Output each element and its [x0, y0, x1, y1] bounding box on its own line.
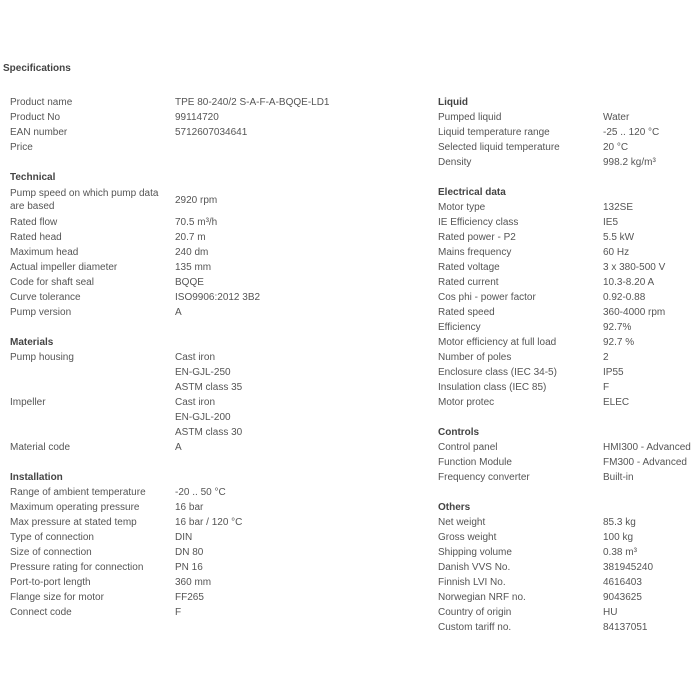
spec-row-selected-liquid-temperature: [438, 140, 700, 155]
section-others: [438, 500, 700, 635]
spec-row-country-of-origin: [438, 605, 700, 620]
spec-value: 5712607034641: [175, 127, 248, 138]
spec-value: 0.38 m³: [603, 547, 637, 558]
spec-values: [603, 470, 634, 485]
section-spacer: [438, 485, 700, 500]
section-heading: Others: [438, 502, 471, 513]
spec-row-impeller: [10, 395, 420, 440]
spec-row-curve-tolerance: [10, 290, 420, 305]
spec-value: A: [175, 442, 182, 453]
spec-values: [175, 275, 204, 290]
spec-label: Product name: [10, 97, 73, 108]
section-spacer: [10, 455, 420, 470]
spec-values: [175, 350, 242, 395]
spec-row-actual-impeller-diameter: [10, 260, 420, 275]
spec-label: Price: [10, 142, 33, 153]
spec-row-insulation-class-iec-85: [438, 380, 700, 395]
spec-value: PN 16: [175, 562, 203, 573]
spec-label: Custom tariff no.: [438, 622, 512, 633]
spec-label: Connect code: [10, 607, 72, 618]
spec-label: Flange size for motor: [10, 592, 104, 603]
spec-value: Cast iron: [175, 397, 216, 408]
spec-label: Shipping volume: [438, 547, 512, 558]
spec-row-rated-voltage: [438, 260, 700, 275]
spec-row-rated-head: [10, 230, 420, 245]
spec-label: Pump version: [10, 307, 72, 318]
spec-values: [603, 515, 636, 530]
spec-value: Cast iron: [175, 352, 216, 363]
spec-values: [603, 125, 659, 140]
spec-values: [175, 590, 204, 605]
spec-row-control-panel: [438, 440, 700, 455]
section-controls: [438, 425, 700, 485]
spec-row-rated-flow: [10, 215, 420, 230]
page-title: Specifications: [3, 63, 71, 74]
spec-values: [603, 275, 654, 290]
spec-value: 132SE: [603, 202, 634, 213]
spec-label: Pressure rating for connection: [10, 562, 144, 573]
spec-value: FF265: [175, 592, 204, 603]
spec-row-norwegian-nrf-no: [438, 590, 700, 605]
spec-values: [603, 320, 631, 335]
section-spacer: [438, 170, 700, 185]
section-spacer: [10, 155, 420, 170]
spec-label: Actual impeller diameter: [10, 262, 118, 273]
spec-row-pump-speed-on-which-pump-data-are-based: [10, 185, 420, 215]
spec-values: [175, 260, 211, 275]
spec-value: EN-GJL-250: [175, 367, 231, 378]
spec-values: [603, 605, 617, 620]
spec-values: [603, 380, 609, 395]
spec-value: Water: [603, 112, 630, 123]
spec-value: 5.5 kW: [603, 232, 635, 243]
spec-values: [175, 95, 330, 110]
spec-values: [603, 395, 629, 410]
spec-label: Function Module: [438, 457, 512, 468]
spec-row-maximum-head: [10, 245, 420, 260]
spec-row-ean-number: [10, 125, 420, 140]
spec-row-density: [438, 155, 700, 170]
spec-value: 60 Hz: [603, 247, 630, 258]
spec-row-ie-efficiency-class: [438, 215, 700, 230]
spec-label: Selected liquid temperature: [438, 142, 560, 153]
spec-label: Size of connection: [10, 547, 92, 558]
spec-value: 99114720: [175, 112, 219, 123]
spec-value: 3 x 380-500 V: [603, 262, 666, 273]
spec-label: Country of origin: [438, 607, 512, 618]
spec-row-motor-protec: [438, 395, 700, 410]
spec-label: Cos phi - power factor: [438, 292, 536, 303]
spec-values: [175, 560, 203, 575]
spec-value: 85.3 kg: [603, 517, 636, 528]
spec-row-price: [10, 140, 420, 155]
spec-label: Material code: [10, 442, 71, 453]
spec-row-danish-vvs-no: [438, 560, 700, 575]
spec-label: Number of poles: [438, 352, 512, 363]
section-technical: [10, 170, 420, 320]
spec-values: [603, 575, 642, 590]
spec-row-motor-type: [438, 200, 700, 215]
spec-value: HU: [603, 607, 618, 618]
spec-values: [175, 245, 208, 260]
spec-value: 0.92-0.88: [603, 292, 646, 303]
spec-row-custom-tariff-no: [438, 620, 700, 635]
spec-values: [175, 215, 217, 230]
spec-row-maximum-operating-pressure: [10, 500, 420, 515]
spec-values: [603, 530, 633, 545]
section-heading: Controls: [438, 427, 480, 438]
spec-row-material-code: [10, 440, 420, 455]
spec-value: -20 .. 50 °C: [175, 487, 226, 498]
spec-value: 16 bar / 120 °C: [175, 517, 243, 528]
spec-value: 92.7%: [603, 322, 632, 333]
spec-values: [175, 515, 242, 530]
spec-values: [603, 260, 665, 275]
spec-values: [175, 395, 242, 440]
spec-values: [603, 590, 642, 605]
spec-label: Rated head: [10, 232, 62, 243]
spec-values: [175, 125, 247, 140]
spec-label: Rated voltage: [438, 262, 500, 273]
spec-label: Gross weight: [438, 532, 497, 543]
spec-value: FM300 - Advanced: [603, 457, 687, 468]
spec-values: [603, 305, 665, 320]
spec-label: Maximum head: [10, 247, 79, 258]
spec-values: [175, 185, 217, 208]
spec-label: Density: [438, 157, 472, 168]
spec-row-product-no: [10, 110, 420, 125]
spec-row-type-of-connection: [10, 530, 420, 545]
spec-values: [175, 230, 206, 245]
spec-values: [175, 290, 260, 305]
section-heading: Materials: [10, 337, 54, 348]
spec-row-product-name: [10, 95, 420, 110]
spec-values: [175, 485, 226, 500]
spec-value: 381945240: [603, 562, 654, 573]
spec-value: ISO9906:2012 3B2: [175, 292, 261, 303]
spec-row-net-weight: [438, 515, 700, 530]
spec-value: HMI300 - Advanced: [603, 442, 691, 453]
spec-label: Code for shaft seal: [10, 277, 94, 288]
spec-label: Norwegian NRF no.: [438, 592, 526, 603]
spec-value: EN-GJL-200: [175, 412, 231, 423]
spec-label: Enclosure class (IEC 34-5): [438, 367, 557, 378]
spec-label: Frequency converter: [438, 472, 530, 483]
spec-label: Mains frequency: [438, 247, 512, 258]
spec-row-function-module: [438, 455, 700, 470]
left-spec-column: [10, 95, 420, 620]
spec-label: Pumped liquid: [438, 112, 502, 123]
section-installation: [10, 470, 420, 620]
spec-row-motor-efficiency-at-full-load: [438, 335, 700, 350]
spec-value: A: [175, 307, 182, 318]
spec-value: 2920 rpm: [175, 195, 218, 206]
spec-values: [175, 605, 181, 620]
section-heading: Electrical data: [438, 187, 506, 198]
spec-values: [603, 200, 633, 215]
spec-values: [603, 110, 629, 125]
spec-values: [603, 620, 648, 635]
spec-values: [603, 350, 609, 365]
spec-value: ELEC: [603, 397, 630, 408]
spec-row-code-for-shaft-seal: [10, 275, 420, 290]
spec-row-rated-current: [438, 275, 700, 290]
spec-value: F: [603, 382, 610, 393]
spec-values: [603, 545, 637, 560]
spec-label: IE Efficiency class: [438, 217, 519, 228]
spec-value: 84137051: [603, 622, 648, 633]
spec-value: 2: [603, 352, 609, 363]
spec-label: Rated flow: [10, 217, 58, 228]
spec-value: DN 80: [175, 547, 204, 558]
spec-value: -25 .. 120 °C: [603, 127, 660, 138]
spec-values: [603, 560, 653, 575]
spec-row-flange-size-for-motor: [10, 590, 420, 605]
spec-label: Port-to-port length: [10, 577, 91, 588]
spec-value: 360 mm: [175, 577, 212, 588]
spec-value: 70.5 m³/h: [175, 217, 218, 228]
spec-label: Net weight: [438, 517, 486, 528]
spec-values: [175, 110, 219, 125]
spec-value: IE5: [603, 217, 619, 228]
spec-value: TPE 80-240/2 S-A-F-A-BQQE-LD1: [175, 97, 330, 108]
spec-values: [175, 440, 182, 455]
spec-values: [603, 335, 634, 350]
spec-row-rated-speed: [438, 305, 700, 320]
spec-label: Insulation class (IEC 85): [438, 382, 547, 393]
spec-value: 20 °C: [603, 142, 629, 153]
spec-row-enclosure-class-iec-34-5: [438, 365, 700, 380]
spec-label: Rated power - P2: [438, 232, 516, 243]
right-spec-column: [438, 95, 700, 635]
spec-row-range-of-ambient-temperature: [10, 485, 420, 500]
spec-row-liquid-temperature-range: [438, 125, 700, 140]
spec-values: [175, 500, 203, 515]
spec-values: [603, 440, 691, 455]
spec-label: Control panel: [438, 442, 498, 453]
spec-values: [175, 545, 203, 560]
section-heading: Liquid: [438, 97, 468, 108]
section-spacer: [10, 320, 420, 335]
spec-values: [175, 530, 192, 545]
spec-label: Max pressure at stated temp: [10, 517, 137, 528]
spec-row-pump-housing: [10, 350, 420, 395]
section-general: [10, 95, 420, 155]
spec-value: 9043625: [603, 592, 642, 603]
spec-row-cos-phi-power-factor: [438, 290, 700, 305]
spec-label: Curve tolerance: [10, 292, 81, 303]
spec-label: Finnish LVI No.: [438, 577, 506, 588]
spec-value: ASTM class 30: [175, 427, 243, 438]
spec-row-mains-frequency: [438, 245, 700, 260]
spec-values: [603, 155, 656, 170]
spec-values: [603, 215, 618, 230]
section-materials: [10, 335, 420, 455]
spec-value: ASTM class 35: [175, 382, 243, 393]
spec-row-port-to-port-length: [10, 575, 420, 590]
spec-values: [603, 245, 629, 260]
section-liquid: [438, 95, 700, 170]
spec-value: 4616403: [603, 577, 642, 588]
spec-label: Motor type: [438, 202, 486, 213]
spec-label: Pump speed on which pump data are based: [10, 188, 159, 212]
spec-value: 10.3-8.20 A: [603, 277, 655, 288]
spec-values: [603, 365, 624, 380]
spec-label: EAN number: [10, 127, 68, 138]
spec-value: BQQE: [175, 277, 204, 288]
spec-row-pressure-rating-for-connection: [10, 560, 420, 575]
spec-label: Impeller: [10, 397, 46, 408]
spec-value: 20.7 m: [175, 232, 206, 243]
spec-row-shipping-volume: [438, 545, 700, 560]
spec-label: Liquid temperature range: [438, 127, 550, 138]
spec-label: Rated current: [438, 277, 499, 288]
section-spacer: [438, 410, 700, 425]
spec-values: [603, 230, 634, 245]
spec-row-gross-weight: [438, 530, 700, 545]
spec-value: 92.7 %: [603, 337, 635, 348]
spec-value: 100 kg: [603, 532, 634, 543]
spec-label: Rated speed: [438, 307, 495, 318]
spec-label: Pump housing: [10, 352, 74, 363]
spec-values: [175, 575, 211, 590]
spec-label: Product No: [10, 112, 61, 123]
spec-row-connect-code: [10, 605, 420, 620]
spec-values: [175, 305, 182, 320]
spec-row-size-of-connection: [10, 545, 420, 560]
spec-row-pump-version: [10, 305, 420, 320]
spec-row-pumped-liquid: [438, 110, 700, 125]
spec-value: 240 dm: [175, 247, 209, 258]
spec-value: Built-in: [603, 472, 634, 483]
spec-label: Motor protec: [438, 397, 495, 408]
spec-value: 16 bar: [175, 502, 204, 513]
spec-value: 998.2 kg/m³: [603, 157, 656, 168]
spec-row-frequency-converter: [438, 470, 700, 485]
spec-values: [603, 455, 687, 470]
spec-label: Maximum operating pressure: [10, 502, 140, 513]
spec-row-efficiency: [438, 320, 700, 335]
section-heading: Technical: [10, 172, 56, 183]
spec-value: 135 mm: [175, 262, 212, 273]
spec-value: DIN: [175, 532, 193, 543]
spec-label: Range of ambient temperature: [10, 487, 146, 498]
spec-row-rated-power-p2: [438, 230, 700, 245]
spec-values: [603, 140, 628, 155]
spec-row-finnish-lvi-no: [438, 575, 700, 590]
spec-values: [603, 290, 645, 305]
spec-row-max-pressure-at-stated-temp: [10, 515, 420, 530]
spec-label: Danish VVS No.: [438, 562, 511, 573]
spec-value: 360-4000 rpm: [603, 307, 666, 318]
spec-value: F: [175, 607, 182, 618]
spec-label: Type of connection: [10, 532, 94, 543]
spec-value: IP55: [603, 367, 624, 378]
spec-row-number-of-poles: [438, 350, 700, 365]
section-heading: Installation: [10, 472, 63, 483]
spec-label: Motor efficiency at full load: [438, 337, 557, 348]
spec-label: Efficiency: [438, 322, 481, 333]
section-electrical-data: [438, 185, 700, 410]
